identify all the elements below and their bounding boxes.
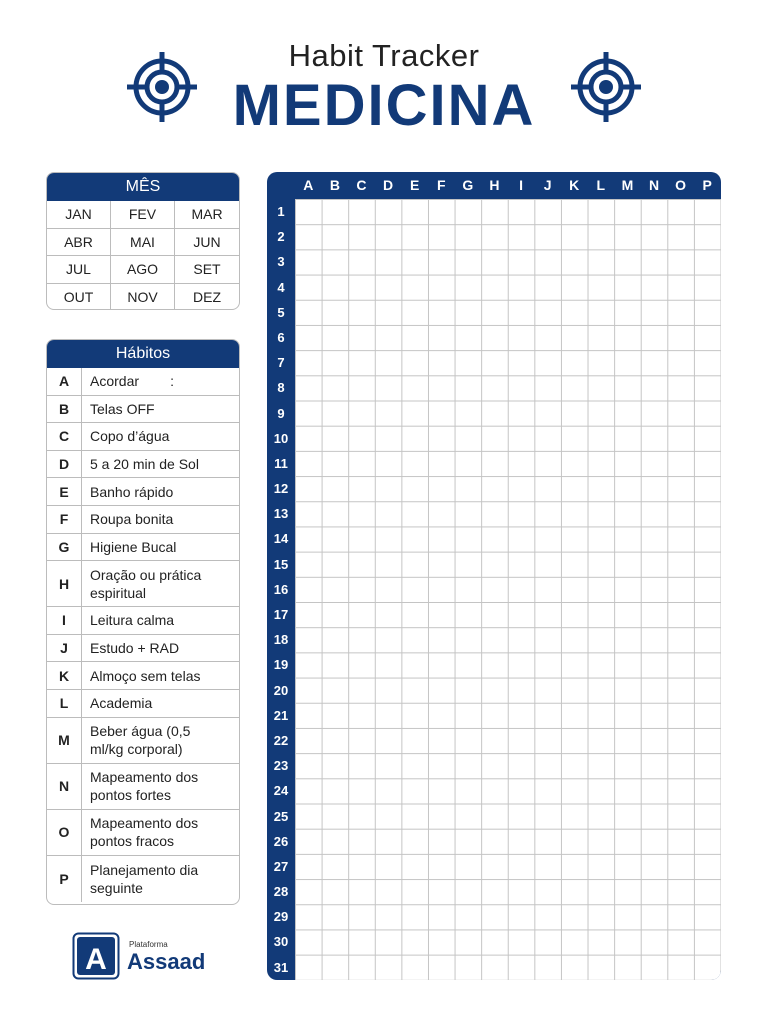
row-header: 15 — [273, 556, 289, 572]
row-header: 14 — [273, 531, 289, 547]
month-table — [46, 172, 240, 310]
habit-letter: K — [47, 662, 82, 689]
habit-row — [47, 534, 239, 562]
row-header: 19 — [273, 657, 289, 673]
row-headers — [267, 199, 295, 980]
column-header: A — [303, 177, 314, 193]
column-header: L — [596, 177, 606, 193]
habit-text: Higiene Bucal — [90, 538, 177, 555]
month-grid — [47, 201, 239, 310]
row-header: 11 — [274, 455, 288, 471]
column-header: D — [383, 177, 394, 193]
row-header: 29 — [273, 909, 289, 925]
page-title: MEDICINA — [232, 73, 536, 138]
habit-letter: H — [47, 561, 82, 606]
row-header: 6 — [277, 329, 285, 345]
month-cell[interactable]: DEZ — [193, 288, 221, 305]
habit-text: Beber água (0,5 ml/kg corporal) — [90, 723, 191, 758]
habit-letter: P — [47, 856, 82, 902]
habit-row — [47, 561, 239, 607]
habit-row — [47, 856, 239, 902]
habit-row — [47, 423, 239, 451]
habit-text: Almoço sem telas — [90, 667, 201, 684]
title-block — [0, 38, 768, 136]
row-header: 22 — [273, 732, 289, 748]
habit-text: Academia — [90, 695, 153, 712]
column-headers — [295, 172, 721, 199]
page-subtitle: Habit Tracker — [288, 38, 480, 73]
habit-row — [47, 810, 239, 856]
habit-row — [47, 607, 239, 635]
row-header: 16 — [273, 581, 289, 597]
habit-letter: C — [47, 423, 82, 450]
habit-text: Oração ou prática espiritual — [90, 566, 202, 601]
row-header: 1 — [277, 204, 285, 219]
habit-row — [47, 718, 239, 764]
row-header: 13 — [273, 506, 289, 522]
column-header: O — [675, 177, 687, 193]
row-header: 21 — [273, 707, 289, 723]
month-cell[interactable]: MAR — [175, 201, 239, 229]
month-cell[interactable]: FEV — [111, 201, 175, 229]
habit-row — [47, 690, 239, 718]
habit-text: Banho rápido — [90, 483, 174, 500]
habit-row — [47, 635, 239, 663]
row-header: 20 — [273, 682, 289, 698]
column-header: G — [462, 177, 474, 193]
row-header: 31 — [273, 959, 289, 975]
habit-text: Mapeamento dos pontos fortes — [90, 769, 199, 804]
habit-row — [47, 451, 239, 479]
target-icon — [127, 52, 197, 122]
month-cell[interactable]: SET — [175, 256, 239, 284]
habits-table-header: Hábitos — [47, 340, 239, 368]
row-header: 9 — [277, 405, 285, 421]
month-cell[interactable]: OUT — [47, 284, 111, 311]
column-header: C — [356, 177, 367, 193]
habit-letter: A — [47, 368, 82, 395]
row-header: 10 — [273, 430, 289, 446]
logo-name: Assaad — [127, 949, 206, 974]
month-cell[interactable]: AGO — [111, 256, 175, 284]
row-header: 30 — [273, 934, 289, 950]
row-header: 28 — [273, 884, 289, 900]
column-header: M — [621, 177, 634, 193]
month-cell[interactable]: JAN — [47, 201, 111, 229]
habit-row — [47, 662, 239, 690]
row-header: 7 — [277, 355, 285, 371]
row-header: 12 — [273, 481, 289, 497]
column-header: B — [329, 177, 340, 193]
habit-letter: L — [47, 690, 82, 717]
habit-tracker-grid — [267, 172, 721, 980]
row-header: 8 — [277, 380, 285, 396]
habit-row — [47, 506, 239, 534]
habit-text: Planejamento dia seguinte — [90, 861, 199, 896]
column-header: J — [543, 177, 552, 193]
habit-text: Copo d’água — [90, 428, 170, 445]
habit-text: Estudo + RAD — [90, 640, 180, 657]
column-header: K — [569, 177, 580, 193]
habit-letter: G — [47, 534, 82, 561]
row-header: 3 — [277, 254, 285, 270]
habit-letter: M — [47, 718, 82, 763]
row-header: 2 — [277, 229, 285, 245]
habit-text: Roupa bonita — [90, 511, 174, 528]
month-cell[interactable]: JUN — [175, 229, 239, 257]
habit-letter: D — [47, 451, 82, 478]
habits-table — [46, 339, 240, 905]
row-header: 27 — [273, 858, 289, 874]
month-cell[interactable]: JUL — [47, 256, 111, 284]
column-header: N — [648, 177, 660, 193]
habit-row — [47, 396, 239, 424]
column-header: I — [519, 177, 523, 193]
column-header: F — [436, 177, 446, 193]
tracker-cells[interactable] — [295, 199, 721, 980]
habit-letter: B — [47, 396, 82, 423]
month-cell[interactable]: ABR — [47, 229, 111, 257]
habit-text: Acordar : — [90, 373, 175, 390]
column-header: E — [410, 177, 420, 193]
row-header: 5 — [277, 304, 285, 320]
month-cell[interactable]: MAI — [111, 229, 175, 257]
column-header: H — [489, 177, 500, 193]
habit-letter: E — [47, 478, 82, 505]
habit-letter: N — [47, 764, 82, 809]
month-table-header: MÊS — [47, 173, 239, 201]
habit-letter: I — [47, 607, 82, 634]
row-header: 26 — [273, 833, 289, 849]
habit-text: Telas OFF — [90, 400, 155, 417]
row-header: 4 — [277, 279, 285, 295]
row-header: 25 — [273, 808, 289, 824]
row-header: 23 — [273, 758, 289, 774]
row-header: 24 — [273, 783, 289, 799]
habit-text: Leitura calma — [90, 612, 175, 629]
habit-text: 5 a 20 min de Sol — [90, 456, 199, 473]
svg-text:A: A — [85, 943, 107, 976]
habit-row — [47, 764, 239, 810]
habit-letter: F — [47, 506, 82, 533]
habit-list — [47, 368, 239, 902]
row-header: 17 — [273, 607, 289, 622]
habit-letter: J — [47, 635, 82, 662]
habit-letter: O — [47, 810, 82, 855]
habit-row — [47, 368, 239, 396]
row-header: 18 — [273, 632, 289, 648]
column-header: P — [702, 177, 712, 193]
habit-text: Mapeamento dos pontos fracos — [90, 815, 199, 850]
month-cell[interactable]: NOV — [111, 284, 175, 311]
logo-caption: Plataforma — [129, 940, 168, 949]
habit-row — [47, 478, 239, 506]
target-icon — [571, 52, 641, 122]
assaad-logo-icon — [72, 932, 120, 980]
